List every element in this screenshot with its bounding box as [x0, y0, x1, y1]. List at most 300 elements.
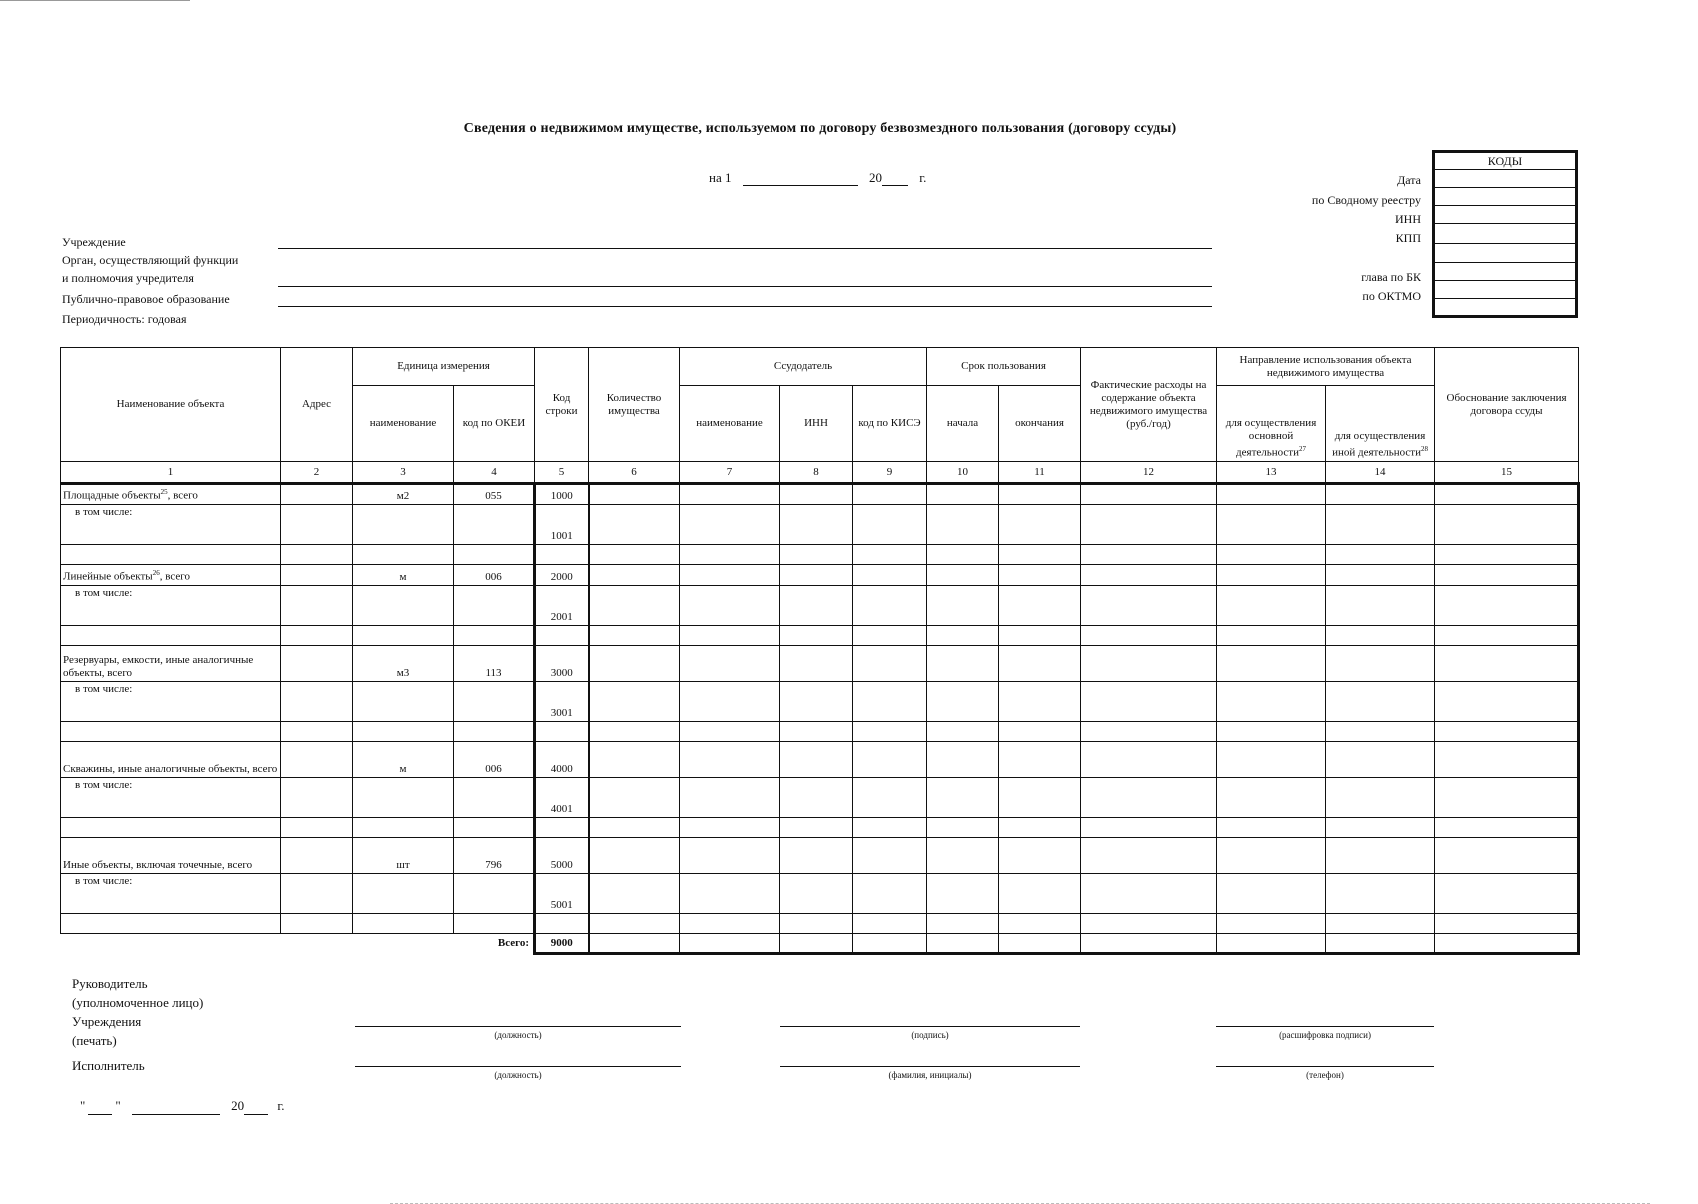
- row-5001-direction-other-cell[interactable]: [1326, 874, 1435, 914]
- row-1001-quantity-cell[interactable]: [589, 505, 680, 545]
- unit-okei-cell[interactable]: [454, 722, 535, 742]
- row-blank-1-basis-cell[interactable]: [1435, 626, 1579, 646]
- address-cell[interactable]: [281, 505, 353, 545]
- address-cell[interactable]: [281, 545, 353, 565]
- address-cell[interactable]: [281, 586, 353, 626]
- row-3001-direction-other-cell[interactable]: [1326, 682, 1435, 722]
- row-2000-lender-name-cell[interactable]: [680, 565, 780, 586]
- code-cell-kpp[interactable]: [1434, 224, 1577, 244]
- row-1001-basis-cell[interactable]: [1435, 505, 1579, 545]
- row-4001-quantity-cell[interactable]: [589, 778, 680, 818]
- row-5000-direction-other-cell[interactable]: [1326, 838, 1435, 874]
- row-2000-lender-kise-cell[interactable]: [853, 565, 927, 586]
- row-5000-basis-cell[interactable]: [1435, 838, 1579, 874]
- public-entity-field[interactable]: [278, 306, 1212, 307]
- date-year-field[interactable]: [882, 171, 908, 186]
- address-cell[interactable]: [281, 484, 353, 505]
- code-label-bk: глава по БК: [1361, 270, 1421, 284]
- row-2001-lender-inn-cell[interactable]: [780, 586, 853, 626]
- code-cell-blank[interactable]: [1434, 244, 1577, 263]
- row-2000-direction-main-cell[interactable]: [1217, 565, 1326, 586]
- row-blank-0-lender-kise-cell[interactable]: [853, 545, 927, 565]
- row-1000-term-start-cell[interactable]: [927, 484, 999, 505]
- row-4000-quantity-cell[interactable]: [589, 742, 680, 778]
- row-5001-lender-kise-cell[interactable]: [853, 874, 927, 914]
- row-blank-3-term-end-cell[interactable]: [999, 818, 1081, 838]
- unit-name-cell[interactable]: [353, 914, 454, 934]
- row-2001-term-end-cell[interactable]: [999, 586, 1081, 626]
- row-2001-basis-cell[interactable]: [1435, 586, 1579, 626]
- unit-name-cell[interactable]: [353, 818, 454, 838]
- address-cell[interactable]: [281, 626, 353, 646]
- row-2001-term-start-cell[interactable]: [927, 586, 999, 626]
- row-2000-lender-inn-cell[interactable]: [780, 565, 853, 586]
- row-4000-term-end-cell[interactable]: [999, 742, 1081, 778]
- row-total-lender-inn-cell[interactable]: [780, 934, 853, 954]
- row-5000-term-start-cell[interactable]: [927, 838, 999, 874]
- row-4001-basis-cell[interactable]: [1435, 778, 1579, 818]
- caption-decoding: (расшифровка подписи): [1279, 1030, 1371, 1040]
- row-3000-lender-name-cell[interactable]: [680, 646, 780, 682]
- executor-position-field[interactable]: [355, 1066, 681, 1067]
- object-name-cell[interactable]: [61, 626, 281, 646]
- row-total-expenses-cell[interactable]: [1081, 934, 1217, 954]
- code-cell-extra[interactable]: [1434, 299, 1577, 317]
- scan-edge-mark: [0, 0, 190, 1]
- row-1001-term-start-cell[interactable]: [927, 505, 999, 545]
- caption-position-2: (должность): [494, 1070, 542, 1080]
- row-4000-direction-other-cell[interactable]: [1326, 742, 1435, 778]
- founder-field[interactable]: [278, 286, 1212, 287]
- label-public-entity: Публично-правовое образование: [62, 292, 230, 306]
- table-row: [61, 682, 1579, 722]
- institution-field[interactable]: [278, 248, 1212, 249]
- row-1000-lender-inn-cell[interactable]: [780, 484, 853, 505]
- row-blank-3-basis-cell[interactable]: [1435, 818, 1579, 838]
- row-4001-term-end-cell[interactable]: [999, 778, 1081, 818]
- object-name-cell: [61, 838, 281, 874]
- row-5000-lender-name-cell[interactable]: [680, 838, 780, 874]
- column-number-5: 5: [535, 462, 589, 484]
- th-row-code: Код строки: [535, 348, 589, 462]
- row-5001-basis-cell[interactable]: [1435, 874, 1579, 914]
- row-3001-basis-cell[interactable]: [1435, 682, 1579, 722]
- date-day-month-field[interactable]: [743, 171, 858, 186]
- row-2000-term-end-cell[interactable]: [999, 565, 1081, 586]
- row-blank-4-term-end-cell[interactable]: [999, 914, 1081, 934]
- table-row: [61, 742, 1579, 778]
- row-blank-3-quantity-cell[interactable]: [589, 818, 680, 838]
- row-4000-lender-name-cell[interactable]: [680, 742, 780, 778]
- row-code-cell[interactable]: [535, 818, 589, 838]
- row-blank-1-direction-other-cell[interactable]: [1326, 626, 1435, 646]
- row-5001-term-start-cell[interactable]: [927, 874, 999, 914]
- row-4001-lender-name-cell[interactable]: [680, 778, 780, 818]
- row-blank-3-lender-kise-cell[interactable]: [853, 818, 927, 838]
- table-row: [61, 778, 1579, 818]
- subitem-label-cell: в том числе:: [61, 874, 281, 914]
- address-cell[interactable]: [281, 646, 353, 682]
- label-founder-line1: Орган, осуществляющий функции: [62, 253, 239, 267]
- address-cell[interactable]: [281, 742, 353, 778]
- object-name-cell: [61, 646, 281, 682]
- object-name-cell[interactable]: [61, 914, 281, 934]
- row-3001-direction-main-cell[interactable]: [1217, 682, 1326, 722]
- row-blank-1-term-start-cell[interactable]: [927, 626, 999, 646]
- row-blank-4-term-start-cell[interactable]: [927, 914, 999, 934]
- unit-okei-cell[interactable]: [454, 545, 535, 565]
- unit-name-cell: м: [353, 565, 454, 586]
- th-quantity: Количество имущества: [589, 348, 680, 462]
- row-total-direction-other-cell[interactable]: [1326, 934, 1435, 954]
- row-3001-expenses-cell[interactable]: [1081, 682, 1217, 722]
- sign-date-year-field[interactable]: [244, 1100, 268, 1115]
- row-3000-expenses-cell[interactable]: [1081, 646, 1217, 682]
- th-term-end: окончания: [999, 386, 1081, 462]
- row-4001-direction-other-cell[interactable]: [1326, 778, 1435, 818]
- row-1001-direction-main-cell[interactable]: [1217, 505, 1326, 545]
- row-4000-direction-main-cell[interactable]: [1217, 742, 1326, 778]
- row-4001-direction-main-cell[interactable]: [1217, 778, 1326, 818]
- row-3000-term-start-cell[interactable]: [927, 646, 999, 682]
- row-blank-3-expenses-cell[interactable]: [1081, 818, 1217, 838]
- row-1000-expenses-cell[interactable]: [1081, 484, 1217, 505]
- executor-phone-field[interactable]: [1216, 1066, 1434, 1067]
- row-3001-lender-name-cell[interactable]: [680, 682, 780, 722]
- row-blank-3-direction-main-cell[interactable]: [1217, 818, 1326, 838]
- row-blank-0-term-start-cell[interactable]: [927, 545, 999, 565]
- row-1000-term-end-cell[interactable]: [999, 484, 1081, 505]
- row-blank-1-lender-name-cell[interactable]: [680, 626, 780, 646]
- unit-okei-cell[interactable]: [454, 682, 535, 722]
- row-5001-direction-main-cell[interactable]: [1217, 874, 1326, 914]
- table-row: [61, 818, 1579, 838]
- address-cell[interactable]: [281, 818, 353, 838]
- row-2001-quantity-cell[interactable]: [589, 586, 680, 626]
- column-number-14: 14: [1326, 462, 1435, 484]
- head-decoding-field[interactable]: [1216, 1026, 1434, 1027]
- subitem-label-cell: в том числе:: [61, 586, 281, 626]
- row-blank-1-term-end-cell[interactable]: [999, 626, 1081, 646]
- row-5001-lender-name-cell[interactable]: [680, 874, 780, 914]
- code-cell-date[interactable]: [1434, 170, 1577, 188]
- object-name: Скважины, иные аналогичные объекты, всего: [63, 763, 278, 775]
- row-3000-basis-cell[interactable]: [1435, 646, 1579, 682]
- row-blank-4-direction-main-cell[interactable]: [1217, 914, 1326, 934]
- unit-name-cell[interactable]: [353, 874, 454, 914]
- document-title: Сведения о недвижимом имуществе, используемом по договору безвозмездного пользования (договору ссуды): [463, 121, 1177, 136]
- label-institution: Учреждение: [62, 235, 126, 249]
- row-4000-lender-kise-cell[interactable]: [853, 742, 927, 778]
- row-1001-term-end-cell[interactable]: [999, 505, 1081, 545]
- row-2000-quantity-cell[interactable]: [589, 565, 680, 586]
- column-number-7: 7: [680, 462, 780, 484]
- row-blank-2-basis-cell[interactable]: [1435, 722, 1579, 742]
- row-3000-direction-main-cell[interactable]: [1217, 646, 1326, 682]
- row-1000-lender-kise-cell[interactable]: [853, 484, 927, 505]
- row-4000-lender-inn-cell[interactable]: [780, 742, 853, 778]
- th-direction-main-footnote: 27: [1299, 445, 1307, 454]
- row-2001-lender-kise-cell[interactable]: [853, 586, 927, 626]
- row-3000-term-end-cell[interactable]: [999, 646, 1081, 682]
- object-name-footnote: 25: [160, 488, 168, 497]
- table-row: [61, 505, 1579, 545]
- table-row: [61, 914, 1579, 934]
- th-unit: Единица измерения: [353, 348, 535, 386]
- row-total-quantity-cell[interactable]: [589, 934, 680, 954]
- row-blank-0-expenses-cell[interactable]: [1081, 545, 1217, 565]
- row-blank-2-lender-kise-cell[interactable]: [853, 722, 927, 742]
- table-row: [61, 646, 1579, 682]
- unit-okei-cell[interactable]: [454, 586, 535, 626]
- row-4000-term-start-cell[interactable]: [927, 742, 999, 778]
- row-blank-0-quantity-cell[interactable]: [589, 545, 680, 565]
- row-3000-lender-kise-cell[interactable]: [853, 646, 927, 682]
- unit-okei-cell[interactable]: [454, 626, 535, 646]
- signature-block: [72, 974, 203, 1075]
- row-1001-lender-name-cell[interactable]: [680, 505, 780, 545]
- code-label-kpp: КПП: [1395, 231, 1421, 245]
- row-blank-0-direction-main-cell[interactable]: [1217, 545, 1326, 565]
- code-label-date: Дата: [1397, 173, 1421, 187]
- sign-date-year-prefix: 20: [231, 1098, 245, 1113]
- unit-okei-cell[interactable]: [454, 818, 535, 838]
- row-4000-basis-cell[interactable]: [1435, 742, 1579, 778]
- date-suffix: г.: [919, 170, 927, 185]
- row-blank-0-term-end-cell[interactable]: [999, 545, 1081, 565]
- row-blank-2-term-end-cell[interactable]: [999, 722, 1081, 742]
- row-blank-1-expenses-cell[interactable]: [1081, 626, 1217, 646]
- row-blank-3-term-start-cell[interactable]: [927, 818, 999, 838]
- object-name: Резервуары, емкости, иные аналогичные объекты, всего: [63, 654, 254, 679]
- table-row: [61, 722, 1579, 742]
- table-row: [61, 565, 1579, 586]
- row-blank-2-term-start-cell[interactable]: [927, 722, 999, 742]
- object-name-cell: [61, 742, 281, 778]
- column-number-8: 8: [780, 462, 853, 484]
- row-1000-lender-name-cell[interactable]: [680, 484, 780, 505]
- row-total-term-end-cell[interactable]: [999, 934, 1081, 954]
- th-lender-kise: код по КИСЭ: [853, 386, 927, 462]
- unit-name-cell[interactable]: [353, 778, 454, 818]
- row-4001-lender-inn-cell[interactable]: [780, 778, 853, 818]
- row-2000-term-start-cell[interactable]: [927, 565, 999, 586]
- row-blank-1-direction-main-cell[interactable]: [1217, 626, 1326, 646]
- row-blank-2-lender-inn-cell[interactable]: [780, 722, 853, 742]
- unit-okei-cell: 055: [454, 484, 535, 505]
- table-row: [61, 874, 1579, 914]
- row-1000-direction-other-cell[interactable]: [1326, 484, 1435, 505]
- row-1000-basis-cell[interactable]: [1435, 484, 1579, 505]
- th-term-start: начала: [927, 386, 999, 462]
- address-cell[interactable]: [281, 838, 353, 874]
- row-5000-lender-inn-cell[interactable]: [780, 838, 853, 874]
- th-lender: Ссудодатель: [680, 348, 927, 386]
- object-name-cell[interactable]: [61, 545, 281, 565]
- address-cell[interactable]: [281, 778, 353, 818]
- row-3001-lender-inn-cell[interactable]: [780, 682, 853, 722]
- unit-name-cell: м2: [353, 484, 454, 505]
- report-date-line: [709, 170, 926, 186]
- row-2000-basis-cell[interactable]: [1435, 565, 1579, 586]
- unit-okei-cell[interactable]: [454, 505, 535, 545]
- th-lender-inn: ИНН: [780, 386, 853, 462]
- code-cell-oktmo[interactable]: [1434, 281, 1577, 299]
- row-5001-term-end-cell[interactable]: [999, 874, 1081, 914]
- head-label-4: (печать): [72, 1033, 117, 1048]
- table-row: [61, 626, 1579, 646]
- sign-date-day-field[interactable]: [88, 1100, 112, 1115]
- row-blank-4-lender-kise-cell[interactable]: [853, 914, 927, 934]
- total-code-cell: 9000: [535, 934, 589, 954]
- row-code-cell: 2001: [535, 586, 589, 626]
- row-blank-2-lender-name-cell[interactable]: [680, 722, 780, 742]
- row-3001-term-end-cell[interactable]: [999, 682, 1081, 722]
- caption-name: (фамилия, инициалы): [888, 1070, 972, 1080]
- address-cell[interactable]: [281, 874, 353, 914]
- object-name-cell[interactable]: [61, 722, 281, 742]
- unit-name-cell[interactable]: [353, 626, 454, 646]
- row-blank-4-expenses-cell[interactable]: [1081, 914, 1217, 934]
- object-name-cell[interactable]: [61, 818, 281, 838]
- row-5000-lender-kise-cell[interactable]: [853, 838, 927, 874]
- row-4001-term-start-cell[interactable]: [927, 778, 999, 818]
- row-1000-quantity-cell[interactable]: [589, 484, 680, 505]
- sign-date-month-field[interactable]: [132, 1100, 220, 1115]
- unit-name-cell[interactable]: [353, 722, 454, 742]
- row-code-cell[interactable]: [535, 626, 589, 646]
- head-signature-field[interactable]: [780, 1026, 1080, 1027]
- row-blank-2-direction-main-cell[interactable]: [1217, 722, 1326, 742]
- th-direction-other-footnote: 28: [1420, 445, 1428, 454]
- row-1001-direction-other-cell[interactable]: [1326, 505, 1435, 545]
- th-object-name: Наименование объекта: [61, 348, 281, 462]
- row-blank-3-direction-other-cell[interactable]: [1326, 818, 1435, 838]
- row-2001-expenses-cell[interactable]: [1081, 586, 1217, 626]
- column-number-3: 3: [353, 462, 454, 484]
- row-5001-quantity-cell[interactable]: [589, 874, 680, 914]
- row-blank-2-expenses-cell[interactable]: [1081, 722, 1217, 742]
- row-blank-0-lender-inn-cell[interactable]: [780, 545, 853, 565]
- column-number-13: 13: [1217, 462, 1326, 484]
- row-blank-2-quantity-cell[interactable]: [589, 722, 680, 742]
- unit-okei-cell[interactable]: [454, 778, 535, 818]
- row-total-term-start-cell[interactable]: [927, 934, 999, 954]
- row-total-lender-name-cell[interactable]: [680, 934, 780, 954]
- row-5001-lender-inn-cell[interactable]: [780, 874, 853, 914]
- row-blank-3-lender-name-cell[interactable]: [680, 818, 780, 838]
- address-cell[interactable]: [281, 914, 353, 934]
- row-blank-4-lender-inn-cell[interactable]: [780, 914, 853, 934]
- row-3000-direction-other-cell[interactable]: [1326, 646, 1435, 682]
- row-blank-4-direction-other-cell[interactable]: [1326, 914, 1435, 934]
- unit-okei-cell[interactable]: [454, 914, 535, 934]
- code-label-registry: по Сводному реестру: [1311, 193, 1421, 207]
- row-total-basis-cell[interactable]: [1435, 934, 1579, 954]
- row-1001-expenses-cell[interactable]: [1081, 505, 1217, 545]
- code-cell-registry[interactable]: [1434, 188, 1577, 206]
- row-1001-lender-kise-cell[interactable]: [853, 505, 927, 545]
- row-total-lender-kise-cell[interactable]: [853, 934, 927, 954]
- unit-okei-cell[interactable]: [454, 874, 535, 914]
- row-code-cell[interactable]: [535, 722, 589, 742]
- row-2001-direction-main-cell[interactable]: [1217, 586, 1326, 626]
- row-code-cell: 5001: [535, 874, 589, 914]
- unit-name-cell[interactable]: [353, 545, 454, 565]
- column-number-15: 15: [1435, 462, 1579, 484]
- object-name-cell: [61, 565, 281, 586]
- row-1001-lender-inn-cell[interactable]: [780, 505, 853, 545]
- unit-name-cell[interactable]: [353, 505, 454, 545]
- row-3001-lender-kise-cell[interactable]: [853, 682, 927, 722]
- row-total-direction-main-cell[interactable]: [1217, 934, 1326, 954]
- row-2001-direction-other-cell[interactable]: [1326, 586, 1435, 626]
- row-blank-1-quantity-cell[interactable]: [589, 626, 680, 646]
- row-5000-expenses-cell[interactable]: [1081, 838, 1217, 874]
- row-blank-4-quantity-cell[interactable]: [589, 914, 680, 934]
- subitem-label-cell: в том числе:: [61, 778, 281, 818]
- row-3000-lender-inn-cell[interactable]: [780, 646, 853, 682]
- row-blank-1-lender-kise-cell[interactable]: [853, 626, 927, 646]
- row-blank-4-basis-cell[interactable]: [1435, 914, 1579, 934]
- address-cell[interactable]: [281, 682, 353, 722]
- row-1000-direction-main-cell[interactable]: [1217, 484, 1326, 505]
- executor-name-field[interactable]: [780, 1066, 1080, 1067]
- row-blank-0-lender-name-cell[interactable]: [680, 545, 780, 565]
- sign-date-suffix: г.: [277, 1098, 285, 1113]
- row-5000-quantity-cell[interactable]: [589, 838, 680, 874]
- subitem-label-cell: в том числе:: [61, 682, 281, 722]
- object-name-cell: [61, 484, 281, 505]
- row-5000-direction-main-cell[interactable]: [1217, 838, 1326, 874]
- row-4001-lender-kise-cell[interactable]: [853, 778, 927, 818]
- row-blank-1-lender-inn-cell[interactable]: [780, 626, 853, 646]
- row-code-cell[interactable]: [535, 914, 589, 934]
- row-4000-expenses-cell[interactable]: [1081, 742, 1217, 778]
- row-blank-0-basis-cell[interactable]: [1435, 545, 1579, 565]
- unit-name-cell[interactable]: [353, 682, 454, 722]
- address-cell[interactable]: [281, 565, 353, 586]
- row-3001-quantity-cell[interactable]: [589, 682, 680, 722]
- row-5000-term-end-cell[interactable]: [999, 838, 1081, 874]
- th-unit-name: наименование: [353, 386, 454, 462]
- row-2001-lender-name-cell[interactable]: [680, 586, 780, 626]
- row-blank-0-direction-other-cell[interactable]: [1326, 545, 1435, 565]
- row-2000-expenses-cell[interactable]: [1081, 565, 1217, 586]
- row-2000-direction-other-cell[interactable]: [1326, 565, 1435, 586]
- row-blank-2-direction-other-cell[interactable]: [1326, 722, 1435, 742]
- row-code-cell[interactable]: [535, 545, 589, 565]
- unit-name-cell[interactable]: [353, 586, 454, 626]
- column-number-6: 6: [589, 462, 680, 484]
- row-3001-term-start-cell[interactable]: [927, 682, 999, 722]
- code-cell-inn[interactable]: [1434, 206, 1577, 224]
- address-cell[interactable]: [281, 722, 353, 742]
- sign-date-quote-open: ": [80, 1098, 86, 1113]
- unit-okei-cell: 006: [454, 565, 535, 586]
- row-3000-quantity-cell[interactable]: [589, 646, 680, 682]
- row-blank-4-lender-name-cell[interactable]: [680, 914, 780, 934]
- caption-phone: (телефон): [1306, 1070, 1344, 1080]
- head-label-1: Руководитель: [72, 976, 148, 991]
- code-cell-bk[interactable]: [1434, 263, 1577, 281]
- row-5001-expenses-cell[interactable]: [1081, 874, 1217, 914]
- row-blank-3-lender-inn-cell[interactable]: [780, 818, 853, 838]
- unit-okei-cell: 796: [454, 838, 535, 874]
- row-4001-expenses-cell[interactable]: [1081, 778, 1217, 818]
- head-position-field[interactable]: [355, 1026, 681, 1027]
- total-label-cell: [61, 934, 535, 954]
